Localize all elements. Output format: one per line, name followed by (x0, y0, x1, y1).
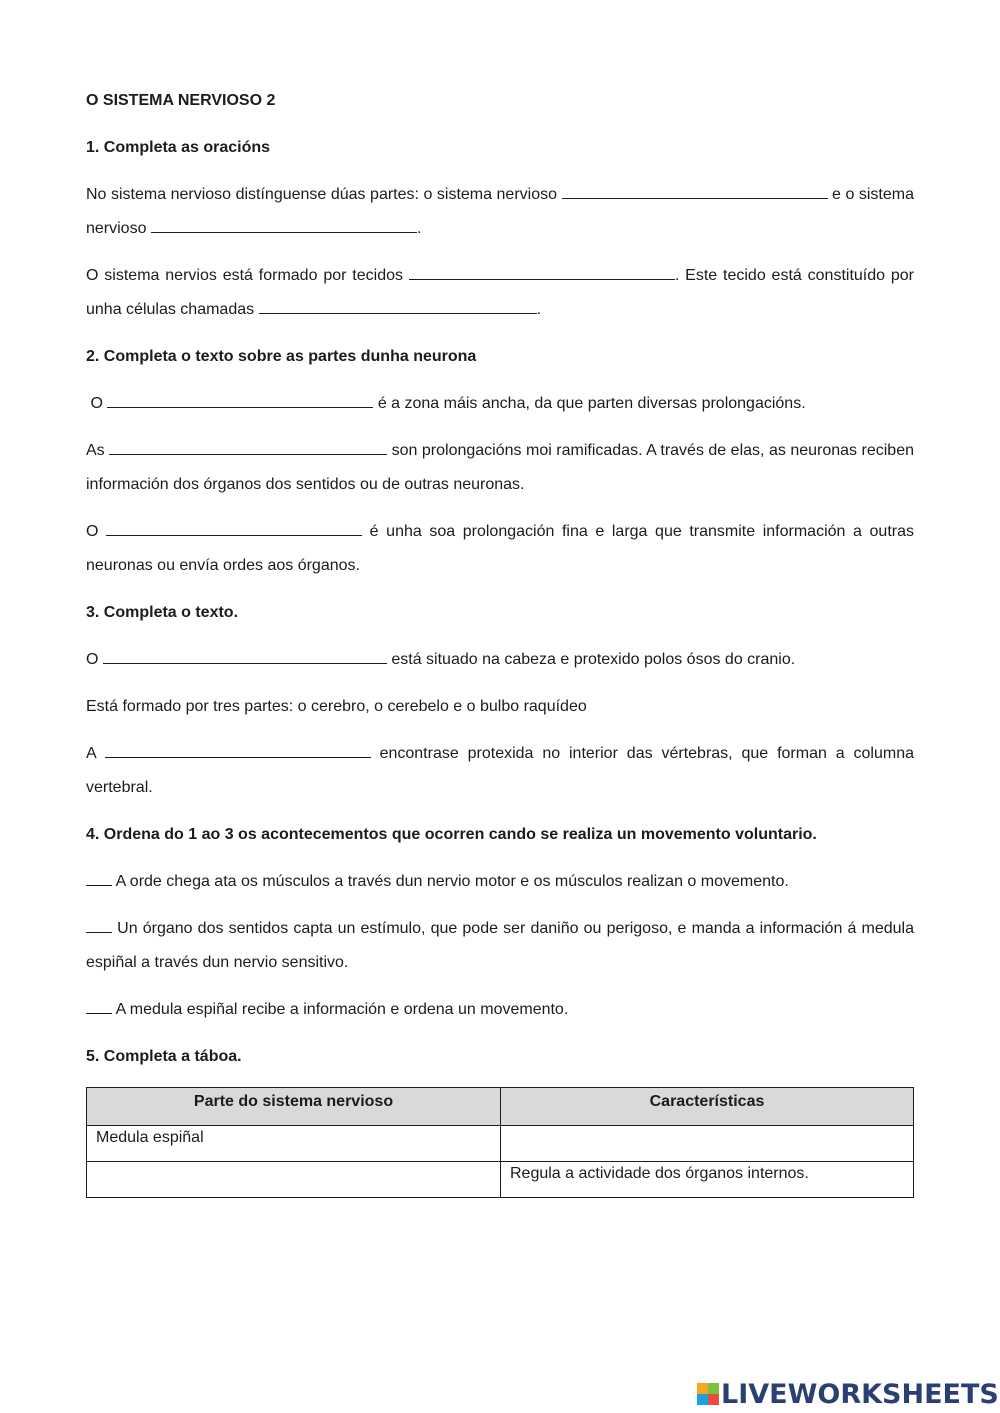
table-cell-input[interactable] (501, 1126, 914, 1162)
table-cell: Medula espiñal (87, 1126, 501, 1162)
order-blank-input[interactable] (86, 884, 112, 886)
section-3-paragraph-1 (86, 643, 914, 677)
column-header: Características (501, 1088, 914, 1126)
text: O (86, 651, 99, 668)
section-1-paragraph-2 (86, 259, 914, 327)
text: é a zona máis ancha, da que parten diversas prolongacións. (377, 395, 806, 412)
blank-input[interactable] (106, 534, 362, 536)
section-3-paragraph-2: Está formado por tres partes: o cerebro, o cerebelo e o bulbo raquídeo (86, 698, 587, 715)
table-row (87, 1126, 914, 1162)
text: A (86, 745, 96, 762)
order-blank-input[interactable] (86, 931, 112, 933)
table-header-row (87, 1088, 914, 1126)
section-5-heading: 5. Completa a táboa. (86, 1048, 242, 1065)
logo-square (697, 1394, 708, 1405)
logo-square (708, 1383, 719, 1394)
section-2-paragraph-1 (86, 387, 914, 421)
section-2-paragraph-3 (86, 515, 914, 583)
blank-input[interactable] (103, 662, 387, 664)
text: . (536, 301, 542, 318)
text: A orde chega ata os músculos a través dun nervio motor e os músculos realizan o movemento. (115, 873, 789, 890)
blank-input[interactable] (151, 231, 417, 233)
section-2-heading: 2. Completa o texto sobre as partes dunha neurona (86, 348, 477, 365)
text: e o sistema nervioso (86, 186, 914, 237)
text: No sistema nervioso distínguense dúas partes: o sistema nervioso (86, 186, 558, 203)
blank-input[interactable] (259, 312, 537, 314)
text: encontrase protexida no interior das vértebras, que forman a columna vertebral. (86, 745, 915, 796)
text: O sistema nervios está formado por tecidos (86, 267, 403, 284)
nervous-system-table (86, 1087, 914, 1198)
blank-input[interactable] (105, 756, 371, 758)
table-cell: Regula a actividade dos órganos internos. (501, 1162, 914, 1198)
blank-input[interactable] (107, 406, 373, 408)
text: son prolongacións moi ramificadas. A través de elas, as neuronas reciben información dos órganos dos sentidos ou de outras neuronas. (86, 442, 914, 493)
text: é unha soa prolongación fina e larga que transmite información a outras neuronas ou envía ordes aos órganos. (86, 523, 914, 574)
logo-text: LIVEWORKSHEETS (721, 1378, 999, 1410)
blank-input[interactable] (109, 453, 387, 455)
blank-input[interactable] (562, 197, 828, 199)
order-item (86, 865, 914, 899)
logo-mark-icon (697, 1383, 719, 1405)
section-3-heading: 3. Completa o texto. (86, 604, 239, 621)
section-1-heading: 1. Completa as oracións (86, 139, 271, 156)
text: . Este tecido está constituído por unha células chamadas (86, 267, 915, 318)
page-title: O SISTEMA NERVIOSO 2 (86, 92, 276, 109)
text: . (416, 220, 422, 237)
worksheet-page (86, 84, 914, 1198)
section-3-paragraph-3 (86, 737, 914, 805)
order-item (86, 993, 914, 1027)
text: A medula espiñal recibe a información e ordena un movemento. (115, 1001, 569, 1018)
text: está situado na cabeza e protexido polos ósos do cranio. (391, 651, 796, 668)
order-item (86, 912, 914, 980)
section-1-paragraph-1 (86, 178, 914, 246)
section-4-heading: 4. Ordena do 1 ao 3 os acontecementos que ocorren cando se realiza un movemento voluntario. (86, 826, 817, 843)
section-2-paragraph-2 (86, 434, 914, 502)
blank-input[interactable] (409, 278, 675, 280)
logo-square (708, 1394, 719, 1405)
text: O (90, 395, 103, 412)
logo-square (697, 1383, 708, 1394)
liveworksheets-logo (697, 1378, 999, 1410)
table-cell-input[interactable] (87, 1162, 501, 1198)
table-row (87, 1162, 914, 1198)
text: O (86, 523, 99, 540)
text: As (86, 442, 105, 459)
column-header: Parte do sistema nervioso (87, 1088, 501, 1126)
order-blank-input[interactable] (86, 1012, 112, 1014)
text: Un órgano dos sentidos capta un estímulo, que pode ser daniño ou perigoso, e manda a información á medula espiñal a través dun nervio sensitivo. (86, 920, 914, 971)
